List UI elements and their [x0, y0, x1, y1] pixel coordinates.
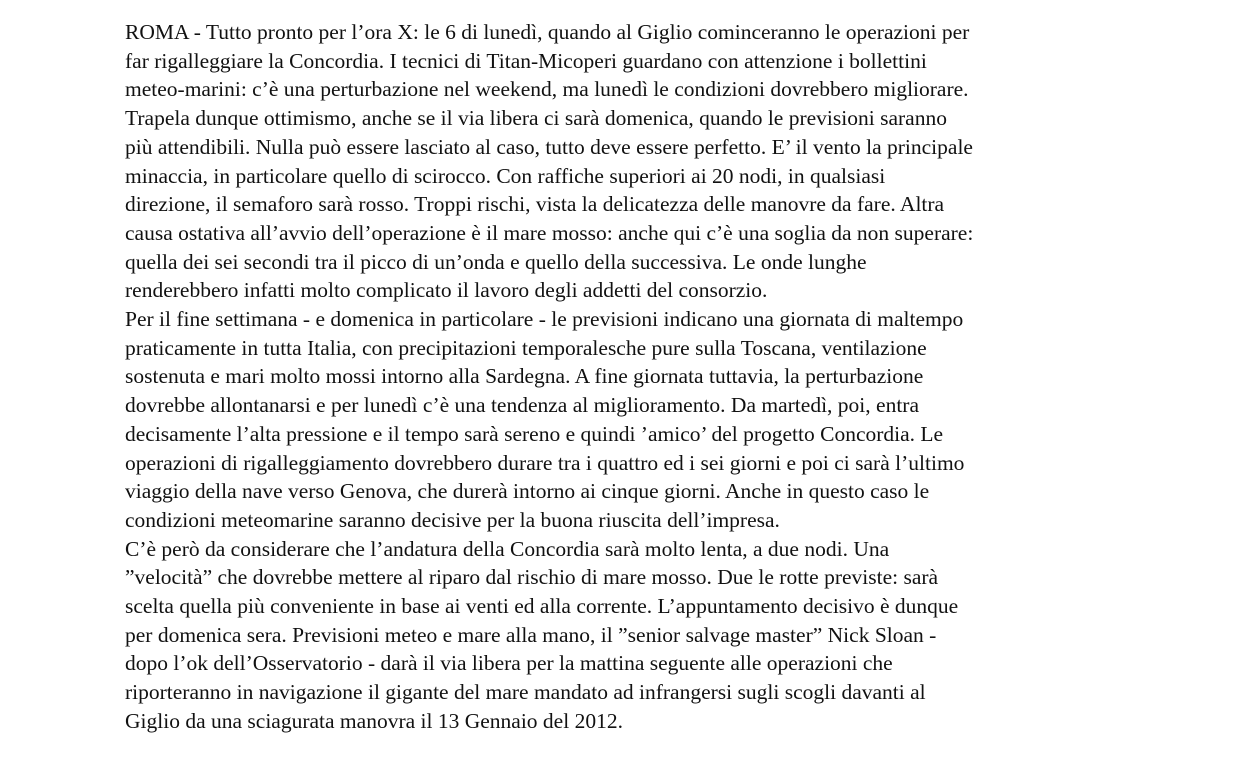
- article-line: minaccia, in particolare quello di scirocco. Con raffiche superiori ai 20 nodi, in qualsiasi: [125, 163, 886, 188]
- article-line: riporteranno in navigazione il gigante del mare mandato ad infrangersi sugli scogli davanti al: [125, 680, 926, 705]
- article-line: ROMA - Tutto pronto per l’ora X: le 6 di lunedì, quando al Giglio cominceranno le operazioni per: [125, 20, 970, 44]
- article-line: sostenuta e mari molto mossi intorno alla Sardegna. A fine giornata tuttavia, la perturbazione: [125, 364, 924, 389]
- article-line: per domenica sera. Previsioni meteo e mare alla mano, il ”senior salvage master” Nick Sloan -: [125, 622, 937, 647]
- article-line: condizioni meteomarine saranno decisive per la buona riuscita dell’impresa.: [125, 507, 780, 532]
- article-line: più attendibili. Nulla può essere lasciato al caso, tutto deve essere perfetto. E’ il vento la principale: [125, 134, 973, 159]
- article-line: far rigalleggiare la Concordia. I tecnici di Titan-Micoperi guardano con attenzione i bollettini: [125, 48, 927, 73]
- article-line: causa ostativa all’avvio dell’operazione è il mare mosso: anche qui c’è una soglia da non superare:: [125, 220, 974, 245]
- article-line: viaggio della nave verso Genova, che durerà intorno ai cinque giorni. Anche in questo caso le: [125, 479, 930, 504]
- article-line: renderebbero infatti molto complicato il lavoro degli addetti del consorzio.: [125, 278, 768, 303]
- article-line: C’è però da considerare che l’andatura della Concordia sarà molto lenta, a due nodi. Una: [125, 536, 890, 561]
- article-line: praticamente in tutta Italia, con precipitazioni temporalesche pure sulla Toscana, ventilazione: [125, 335, 927, 360]
- article-line: Per il fine settimana - e domenica in particolare - le previsioni indicano una giornata di maltempo: [125, 307, 964, 332]
- article-line: meteo-marini: c’è una perturbazione nel weekend, ma lunedì le condizioni dovrebbero migliorare.: [125, 77, 969, 102]
- article-line: direzione, il semaforo sarà rosso. Troppi rischi, vista la delicatezza delle manovre da fare. Altra: [125, 192, 945, 217]
- article-line: scelta quella più conveniente in base ai venti ed alla corrente. L’appuntamento decisivo è dunque: [125, 594, 959, 619]
- article-line: Giglio da una sciagurata manovra il 13 Gennaio del 2012.: [125, 708, 623, 733]
- article-line: dopo l’ok dell’Osservatorio - darà il via libera per la mattina seguente alle operazioni che: [125, 651, 893, 676]
- article-line: dovrebbe allontanarsi e per lunedì c’è una tendenza al miglioramento. Da martedì, poi, entra: [125, 393, 919, 418]
- article-line: Trapela dunque ottimismo, anche se il via libera ci sarà domenica, quando le previsioni saranno: [125, 106, 947, 131]
- article-line: operazioni di rigalleggiamento dovrebbero durare tra i quattro ed i sei giorni e poi ci sarà l’ultimo: [125, 450, 965, 475]
- article-line: quella dei sei secondi tra il picco di un’onda e quello della successiva. Le onde lunghe: [125, 249, 867, 274]
- article-line: decisamente l’alta pressione e il tempo sarà sereno e quindi ’amico’ del progetto Concordia. Le: [125, 421, 944, 446]
- article-text: [125, 18, 1125, 736]
- article-line: ”velocità” che dovrebbe mettere al riparo dal rischio di mare mosso. Due le rotte previste: sarà: [125, 565, 939, 590]
